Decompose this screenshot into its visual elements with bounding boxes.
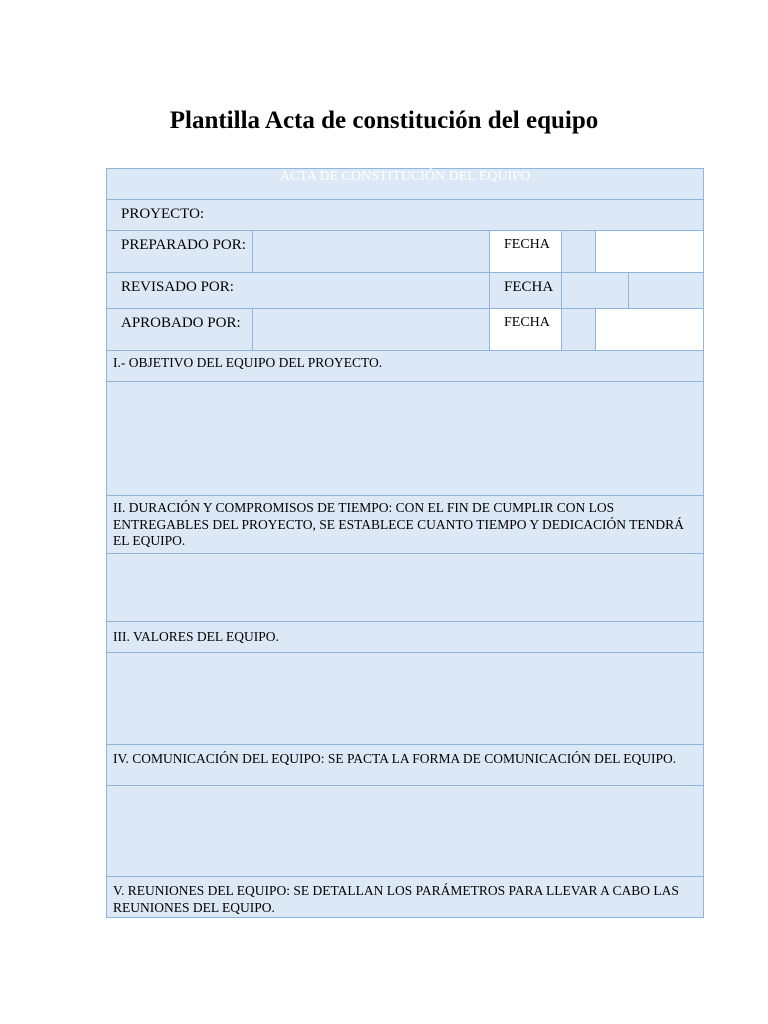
section-5-heading: V. REUNIONES DEL EQUIPO: SE DETALLAN LOS PARÁMETROS PARA LLEVAR A CABO LAS REUNIONES DEL EQUIPO. xyxy=(107,877,704,918)
section-2-heading: II. DURACIÓN Y COMPROMISOS DE TIEMPO: CON EL FIN DE CUMPLIR CON LOS ENTREGABLES DEL PROYECTO, SE ESTABLECE CUANTO TIEMPO Y DEDICACIÓN TENDRÁ EL EQUIPO. xyxy=(107,496,704,554)
section-1-heading: I.- OBJETIVO DEL EQUIPO DEL PROYECTO. xyxy=(107,351,704,382)
fecha-extra-aprobado[interactable] xyxy=(596,309,704,351)
table-header: ACTA DE CONSTITUCIÓN DEL EQUIPO xyxy=(107,169,704,200)
proyecto-label: PROYECTO: xyxy=(107,200,704,231)
fecha-label-revisado: FECHA xyxy=(490,273,562,309)
preparado-label: PREPARADO POR: xyxy=(107,231,253,273)
aprobado-label: APROBADO POR: xyxy=(107,309,253,351)
fecha-extra-revisado[interactable] xyxy=(629,273,704,309)
fecha-value-revisado[interactable] xyxy=(562,273,629,309)
aprobado-field[interactable] xyxy=(253,309,490,351)
revisado-label: REVISADO POR: xyxy=(107,273,490,309)
acta-table xyxy=(106,168,704,918)
section-3-body[interactable] xyxy=(107,653,704,745)
section-3-heading: III. VALORES DEL EQUIPO. xyxy=(107,622,704,653)
fecha-extra-preparado[interactable] xyxy=(596,231,704,273)
fecha-label-preparado: FECHA xyxy=(490,231,562,273)
section-1-body[interactable] xyxy=(107,382,704,496)
page-title: Plantilla Acta de constitución del equipo xyxy=(169,107,599,134)
section-4-heading: IV. COMUNICACIÓN DEL EQUIPO: SE PACTA LA FORMA DE COMUNICACIÓN DEL EQUIPO. xyxy=(107,745,704,786)
fecha-value-aprobado[interactable] xyxy=(562,309,596,351)
section-4-body[interactable] xyxy=(107,786,704,877)
section-2-body[interactable] xyxy=(107,554,704,622)
fecha-label-aprobado: FECHA xyxy=(490,309,562,351)
fecha-value-preparado[interactable] xyxy=(562,231,596,273)
preparado-field[interactable] xyxy=(253,231,490,273)
